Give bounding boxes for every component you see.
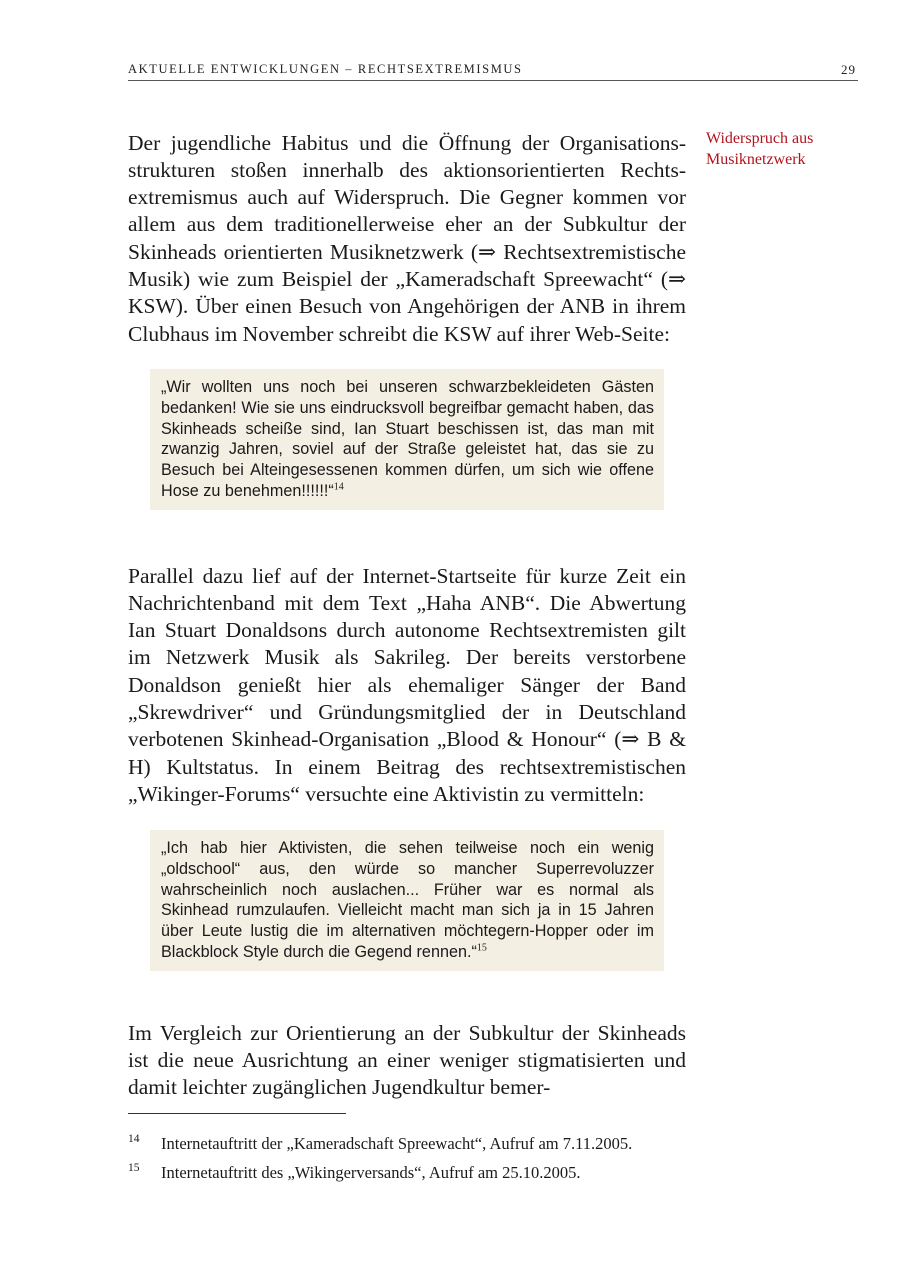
margin-note: Widerspruch aus Musiknetzwerk [706,130,814,168]
footnote-number: 14 [128,1133,140,1145]
footnote-number: 15 [128,1162,140,1174]
page-number: 29 [841,62,856,77]
quote-text: „Ich hab hier Aktivisten, die sehen teilweise noch ein wenig „oldschool“ aus, den würde so mancher Superrevoluzzer wahrscheinlich noch auslachen... Früher war es normal als Skinhead rumzulaufen. Vielleicht macht man sich ja in 15 Jahren über Leute lustig die im alternativen möchtegern-Hopper oder im Blackblock Style durch die Gegend rennen.“ [161,839,654,961]
quote-text: „Wir wollten uns noch bei unseren schwarzbekleideten Gästen bedanken! Wie sie uns eindrucksvoll begreifbar gemacht haben, das Skinheads scheiße sind, Ian Stuart beschissen ist, das man mit zwanzig Jahren, soviel auf der Straße geleistet hat, das sie zu Besuch bei Alteingesessenen kommen dürfen, um sich wie offene Hose zu benehmen!!!!!!“ [161,378,654,500]
footnote-reference: 15 [476,942,487,954]
block-quote [150,369,664,510]
footnote-text: Internetauftritt der „Kameradschaft Spreewacht“, Aufruf am 7.11.2005. [161,1134,633,1153]
running-header [128,62,858,81]
footnote-divider [128,1113,346,1114]
body-paragraph: Der jugendliche Habitus und die Öffnung der Organisationsstrukturen stoßen innerhalb des aktionsorientierten Rechtsextremismus auch auf Widerspruch. Die Gegner kommen vor allem aus dem traditionellerweise eher an der Subkultur der Skinheads orientierten Musiknetzwerk (⇒ Rechtsextremistische Musik) wie zum Beispiel der „Kameradschaft Spreewacht“ (⇒ KSW). Über einen Besuch von Angehörigen der ANB in ihrem Clubhaus im November schreibt die KSW auf ihrer Web-Seite: [128,130,686,346]
body-paragraph: Im Vergleich zur Orientierung an der Subkultur der Skinheads ist die neue Ausrichtung an einer weniger stigmatisierten und damit leichter zugänglichen Jugendkultur bemer- [128,1020,686,1100]
running-title: AKTUELLE ENTWICKLUNGEN – RECHTSEXTREMISMUS [128,62,523,76]
block-quote [150,830,664,971]
footnote-reference: 14 [333,481,344,493]
body-paragraph: Parallel dazu lief auf der Internet-Startseite für kurze Zeit ein Nachrichtenband mit dem Text „Haha ANB“. Die Abwertung Ian Stuart Donaldsons durch autonome Rechtsextremisten gilt im Netzwerk Musik als Sakrileg. Der bereits verstorbene Donaldson genießt hier als ehemaliger Sänger der Band „Skrewdriver“ und Gründungsmitglied der in Deutschland verbotenen Skinhead-Organisation „Blood & Honour“ (⇒ B & H) Kultstatus. In einem Beitrag des rechtsextremistischen „Wikinger-Forums“ versuchte eine Aktivistin zu vermitteln: [128,563,686,806]
footnote-text: Internetauftritt des „Wikingerversands“, Aufruf am 25.10.2005. [161,1163,581,1182]
